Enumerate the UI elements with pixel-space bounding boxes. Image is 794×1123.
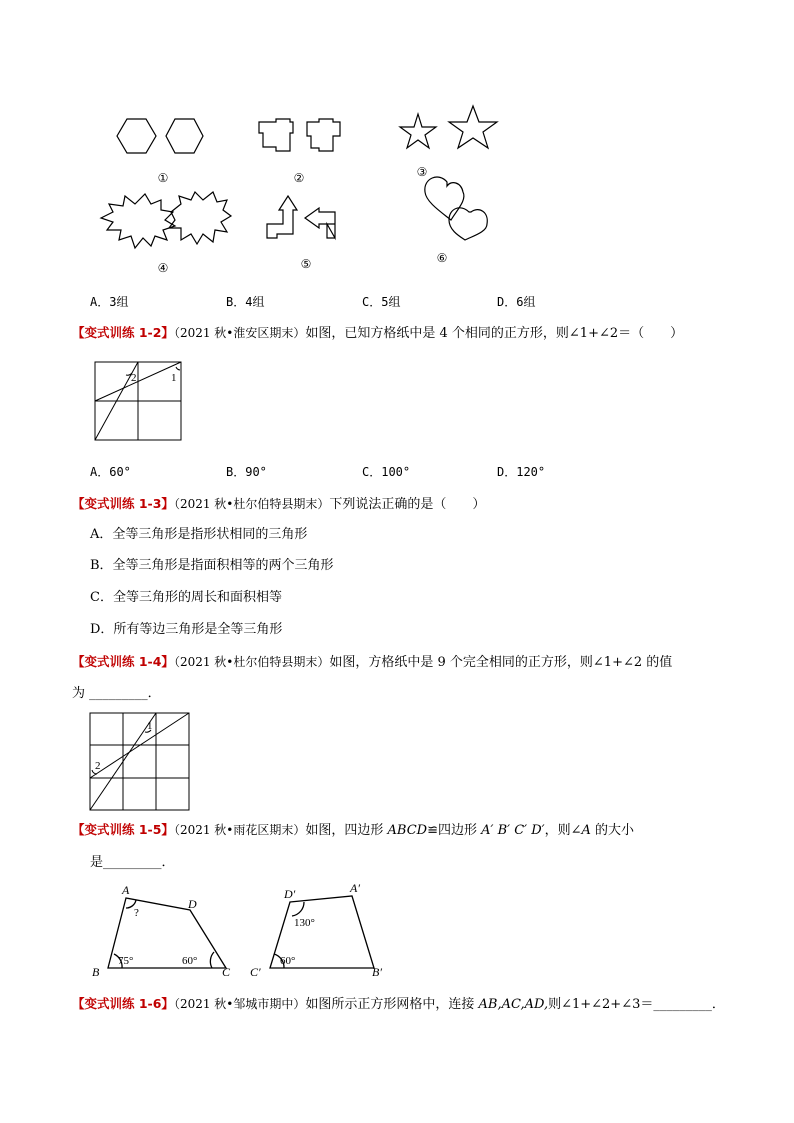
- q4-angle-label-1: 1: [147, 720, 153, 732]
- q5-text-a: 如图，四边形: [305, 823, 388, 838]
- q3-source: （2021 秋•杜尔伯特县期末）: [173, 497, 330, 511]
- q5-text-c: ，则∠: [544, 823, 582, 838]
- q5-source: （2021 秋•雨花区期末）: [173, 823, 306, 837]
- q2-question: [72, 325, 683, 342]
- figure-label-1: ①: [157, 171, 169, 185]
- q2-option-a: A．60°: [90, 465, 131, 479]
- q2-option-b: B．90°: [226, 465, 267, 479]
- q5-angle-a: A: [581, 823, 591, 838]
- q2-tag: 【变式训练 1-2】: [72, 325, 174, 340]
- vertex-label-a-prime: A′: [350, 881, 360, 895]
- star-shape: [400, 114, 436, 148]
- cross-shape: [259, 119, 293, 151]
- arrow-shape: [305, 208, 335, 238]
- q2-angle-label-1: 1: [171, 372, 177, 384]
- q1-option-d: D．6组: [497, 295, 536, 309]
- q1-figures: [95, 100, 515, 280]
- figure-label-2: ②: [293, 171, 305, 185]
- angle-label-60-left: 60°: [182, 955, 198, 967]
- figure-label-3: ③: [416, 165, 428, 179]
- angle-label-130: 130°: [294, 917, 315, 929]
- q3-option-a: A．全等三角形是指形状相同的三角形: [90, 527, 308, 542]
- q4-tag: 【变式训练 1-4】: [72, 654, 174, 669]
- q5-text-d: 的大小: [590, 823, 635, 838]
- q3-option-c: C．全等三角形的周长和面积相等: [90, 590, 282, 605]
- q6-segments: AB,AC,AD,: [478, 997, 549, 1012]
- q1-option-c: C．5组: [362, 295, 401, 309]
- q6-question: [72, 996, 725, 1013]
- q6-source: （2021 秋•邹城市期中）: [173, 997, 306, 1011]
- q4-angle-label-2: 2: [95, 760, 101, 772]
- q3-text: 下列说法正确的是（ ）: [329, 497, 486, 512]
- q2-grid-figure: [94, 361, 184, 443]
- q5-quadrilaterals-figure: [86, 880, 396, 982]
- q6-text-b: 则∠1+∠2+∠3＝_________．: [548, 997, 725, 1012]
- vertex-label-c-prime: C′: [250, 965, 261, 979]
- star-shape: [449, 106, 497, 148]
- q3-question: [72, 496, 485, 513]
- q3-option-b: B．全等三角形是指面积相等的两个三角形: [90, 558, 334, 573]
- angle-label-75: 75°: [118, 955, 134, 967]
- q5-text-b: ≌四边形: [427, 823, 482, 838]
- figure-label-5: ⑤: [300, 257, 312, 271]
- vertex-label-d-prime: D′: [284, 887, 296, 901]
- q5-question: [72, 822, 634, 839]
- angle-label-60-right: 60°: [280, 955, 296, 967]
- q3-tag: 【变式训练 1-3】: [72, 496, 174, 511]
- q3-option-d: D．所有等边三角形是全等三角形: [90, 622, 283, 637]
- vertex-label-b: B: [92, 965, 100, 979]
- q4-question: [72, 654, 672, 671]
- burst-shape: [169, 192, 231, 244]
- q2-angle-label-2: 2: [131, 372, 137, 384]
- q1-option-a: A．3组: [90, 295, 129, 309]
- q6-text-a: 如图所示正方形网格中，连接: [305, 997, 479, 1012]
- figure-label-4: ④: [157, 261, 169, 275]
- q2-option-c: C．100°: [362, 465, 411, 479]
- q4-grid-figure: [89, 712, 193, 812]
- burst-shape: [101, 194, 175, 248]
- q4-text-line2: 为 _________．: [72, 686, 161, 701]
- arrow-shape: [267, 196, 297, 238]
- angle-label-question: ?: [134, 907, 139, 919]
- q5-text-line2: 是_________．: [90, 855, 175, 870]
- q4-source: （2021 秋•杜尔伯特县期末）: [173, 655, 330, 669]
- cross-shape: [307, 119, 340, 151]
- hexagon-shape: [117, 119, 156, 153]
- vertex-label-b-prime: B′: [372, 965, 382, 979]
- q4-text: 如图，方格纸中是 9 个完全相同的正方形，则∠1+∠2 的值: [329, 655, 673, 670]
- q2-option-d: D．120°: [497, 465, 546, 479]
- hexagon-shape: [166, 119, 203, 153]
- q5-tag: 【变式训练 1-5】: [72, 822, 174, 837]
- vertex-label-d: D: [188, 897, 197, 911]
- figure-label-6: ⑥: [436, 251, 448, 265]
- heart-shape: [449, 208, 487, 240]
- heart-shape: [425, 177, 464, 220]
- q2-source: （2021 秋•淮安区期末）: [173, 326, 306, 340]
- vertex-label-a: A: [122, 883, 130, 897]
- q5-quad-abcd: ABCD: [387, 823, 428, 838]
- q5-quad-prime: A′ B′ C′ D′: [481, 823, 545, 838]
- q6-tag: 【变式训练 1-6】: [72, 996, 174, 1011]
- vertex-label-c: C: [222, 965, 231, 979]
- q1-option-b: B．4组: [226, 295, 265, 309]
- q2-text: 如图，已知方格纸中是 4 个相同的正方形，则∠1+∠2＝（ ）: [305, 326, 684, 341]
